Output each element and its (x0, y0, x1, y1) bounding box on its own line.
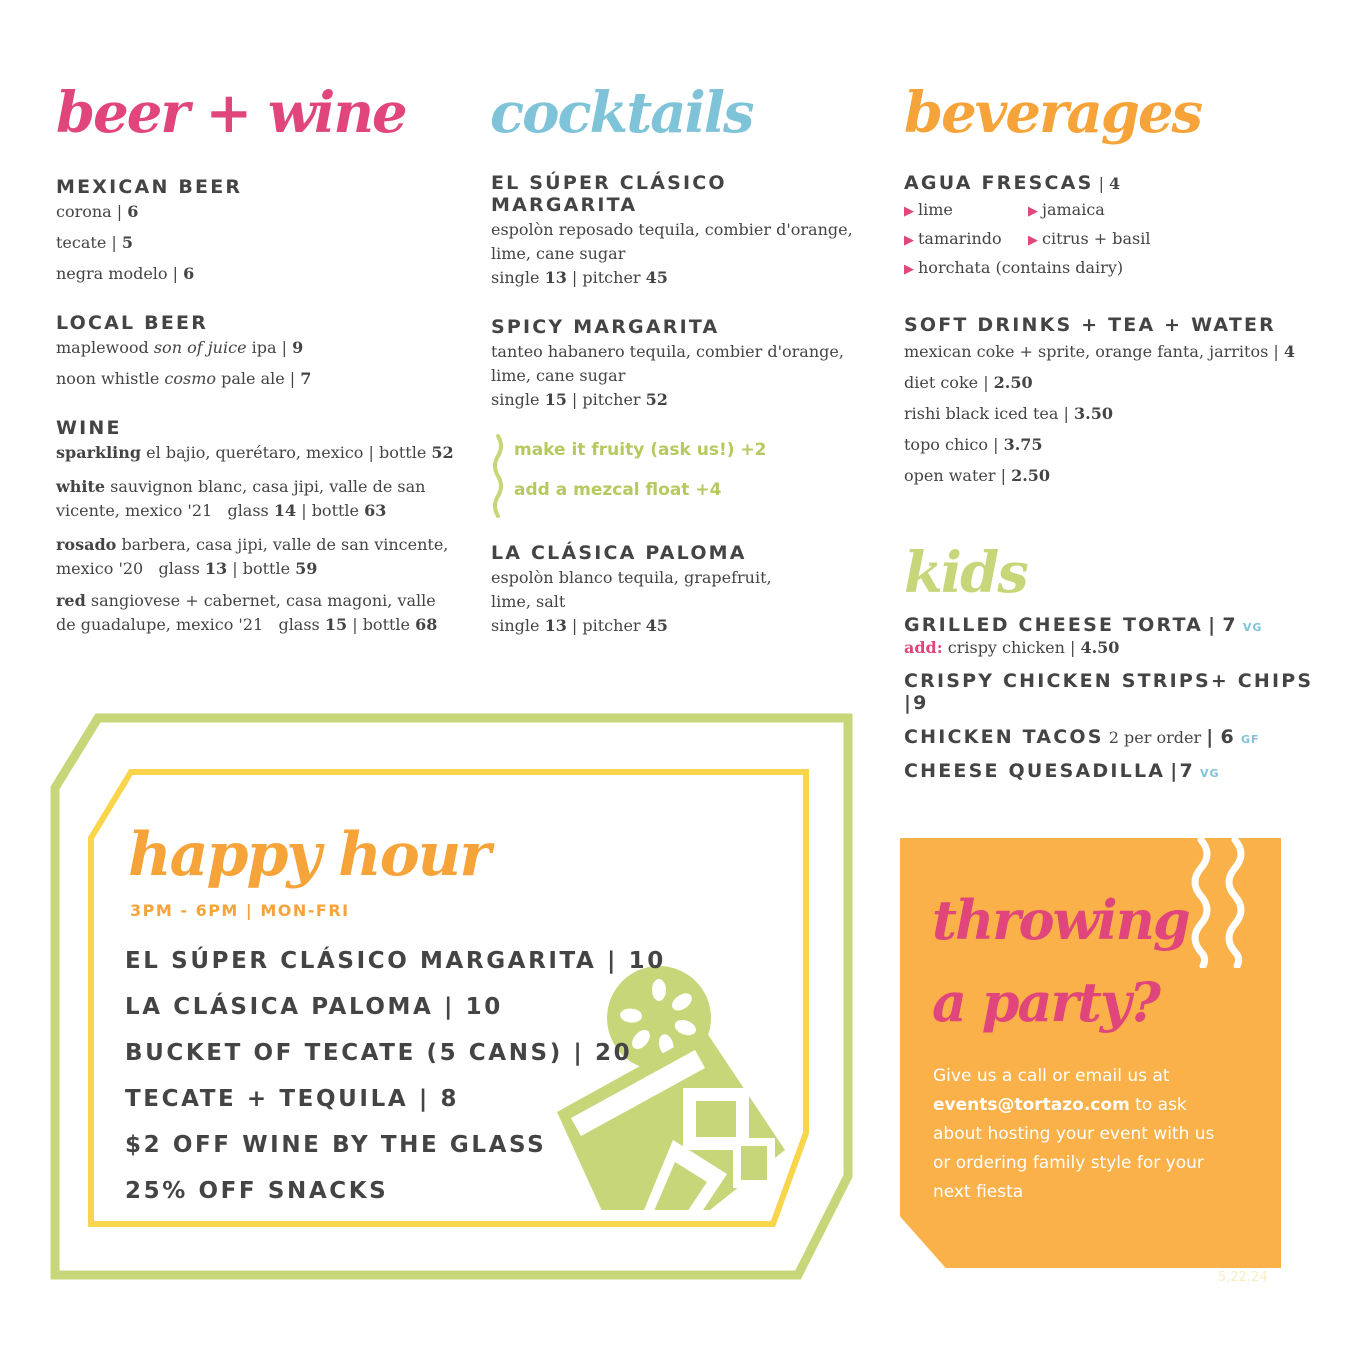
cocktail-price: single 15 | pitcher 52 (491, 390, 668, 409)
menu-item: negra modelo | 6 (56, 264, 195, 283)
wine-heading: WINE (56, 417, 122, 439)
party-text-line: events@tortazo.com to ask (933, 1095, 1187, 1115)
cocktail-desc: tanteo habanero tequila, combier d'orange, (491, 342, 844, 361)
kids-item: CHEESE QUESADILLA |7 VG (904, 760, 1220, 782)
cocktail-desc: lime, cane sugar (491, 244, 626, 263)
mexican-beer-heading: MEXICAN BEER (56, 176, 243, 198)
cocktail-desc: lime, cane sugar (491, 366, 626, 385)
wine-item: rosado barbera, casa jipi, valle de san vincente, mexico '20 glass 13 | bottle 59 (56, 535, 449, 578)
menu-item: maplewood son of juice ipa | 9 (56, 338, 304, 357)
kids-item: CRISPY CHICKEN STRIPS+ CHIPS |9 (904, 670, 1314, 714)
party-title-line1: throwing (932, 888, 1189, 952)
vegetarian-tag: VG (1199, 767, 1220, 780)
beverages-title: beverages (904, 80, 1202, 146)
beverages-section (904, 172, 1324, 488)
menu-item: mexican coke + sprite, orange fanta, jarritos | 4 (904, 342, 1296, 361)
cocktail-item (491, 172, 871, 290)
menu-item: open water | 2.50 (904, 466, 1051, 485)
cocktail-name: EL SÚPER CLÁSICO MARGARITA (491, 172, 727, 216)
menu-item: noon whistle cosmo pale ale | 7 (56, 369, 312, 388)
vegetarian-tag: VG (1242, 621, 1263, 634)
addon-item: make it fruity (ask us!) +2 (514, 440, 767, 460)
menu-date: 5.22.24 (1218, 1270, 1268, 1285)
cocktail-desc: lime, salt (491, 592, 566, 611)
beer-wine-section (56, 176, 456, 637)
cocktail-name: LA CLÁSICA PALOMA (491, 542, 747, 564)
happy-hour-item: LA CLÁSICA PALOMA | 10 (125, 994, 503, 1020)
cocktails-section (491, 172, 871, 638)
kids-title: kids (904, 540, 1027, 606)
gluten-free-tag: GF (1240, 733, 1260, 746)
cocktail-price: single 13 | pitcher 45 (491, 616, 668, 635)
menu-item: corona | 6 (56, 202, 139, 221)
cocktail-addons (491, 434, 871, 518)
cocktail-price: single 13 | pitcher 45 (491, 268, 668, 287)
menu-item: topo chico | 3.75 (904, 435, 1043, 454)
kids-item: GRILLED CHEESE TORTA | 7 VG (904, 614, 1263, 636)
menu-item: rishi black iced tea | 3.50 (904, 404, 1113, 423)
menu-item: tecate | 5 (56, 233, 133, 252)
happy-hour-item: BUCKET OF TECATE (5 CANS) | 20 (125, 1040, 633, 1066)
party-text-line: or ordering family style for your (933, 1153, 1204, 1173)
agua-frescas-heading: AGUA FRESCAS | 4 (904, 172, 1121, 194)
beer-wine-title: beer + wine (56, 80, 406, 146)
flavor-item: ▶ jamaica (1028, 200, 1105, 219)
triangle-bullet-icon: ▶ (1028, 204, 1038, 219)
triangle-bullet-icon: ▶ (1028, 233, 1038, 248)
happy-hour-item: $2 OFF WINE BY THE GLASS (125, 1132, 547, 1158)
flavor-item: ▶ tamarindo (904, 229, 1002, 248)
cocktail-item (491, 316, 871, 412)
triangle-bullet-icon: ▶ (904, 233, 914, 248)
party-title-line2: a party? (932, 970, 1159, 1034)
addon-item: add a mezcal float +4 (514, 480, 722, 500)
kids-item: CHICKEN TACOS 2 per order | 6 GF (904, 726, 1260, 748)
cocktail-desc: espolòn reposado tequila, combier d'orange, (491, 220, 853, 239)
wine-item: sparkling el bajio, querétaro, mexico | bottle 52 (56, 443, 454, 462)
happy-hour-title: happy hour (128, 820, 490, 890)
squiggle-icon (491, 434, 505, 518)
flavor-item: ▶ lime (904, 200, 953, 219)
party-text (933, 1062, 1253, 1207)
happy-hour-subtitle: 3PM - 6PM | MON-FRI (130, 901, 350, 920)
triangle-bullet-icon: ▶ (904, 204, 914, 219)
cocktail-item (491, 542, 871, 638)
kids-section (904, 614, 1334, 782)
flavor-item: ▶ citrus + basil (1028, 229, 1151, 248)
party-email-link[interactable]: events@tortazo.com (933, 1095, 1130, 1115)
cocktail-desc: espolòn blanco tequila, grapefruit, (491, 568, 772, 587)
flavor-item: ▶ horchata (contains dairy) (904, 258, 1124, 277)
wavy-lines-icon (1185, 838, 1265, 968)
lime-drink-icon (555, 960, 815, 1220)
menu-item: diet coke | 2.50 (904, 373, 1033, 392)
cocktail-name: SPICY MARGARITA (491, 316, 720, 338)
party-text-line: about hosting your event with us (933, 1124, 1215, 1144)
kids-addon: add: crispy chicken | 4.50 (904, 638, 1120, 657)
party-text-line: next fiesta (933, 1182, 1024, 1202)
happy-hour-item: TECATE + TEQUILA | 8 (125, 1086, 460, 1112)
wine-item: white sauvignon blanc, casa jipi, valle de san vicente, mexico '21 glass 14 | bottle 63 (56, 477, 426, 520)
happy-hour-item: EL SÚPER CLÁSICO MARGARITA | 10 (125, 948, 666, 974)
happy-hour-item: 25% OFF SNACKS (125, 1178, 389, 1204)
party-text-line: Give us a call or email us at (933, 1066, 1170, 1086)
agua-flavors (904, 198, 1324, 288)
cocktails-title: cocktails (490, 80, 753, 146)
local-beer-heading: LOCAL BEER (56, 312, 209, 334)
wine-item: red sangiovese + cabernet, casa magoni, valle de guadalupe, mexico '21 glass 15 | bottle 68 (56, 591, 438, 634)
soft-drinks-heading: SOFT DRINKS + TEA + WATER (904, 314, 1277, 336)
triangle-bullet-icon: ▶ (904, 262, 914, 277)
